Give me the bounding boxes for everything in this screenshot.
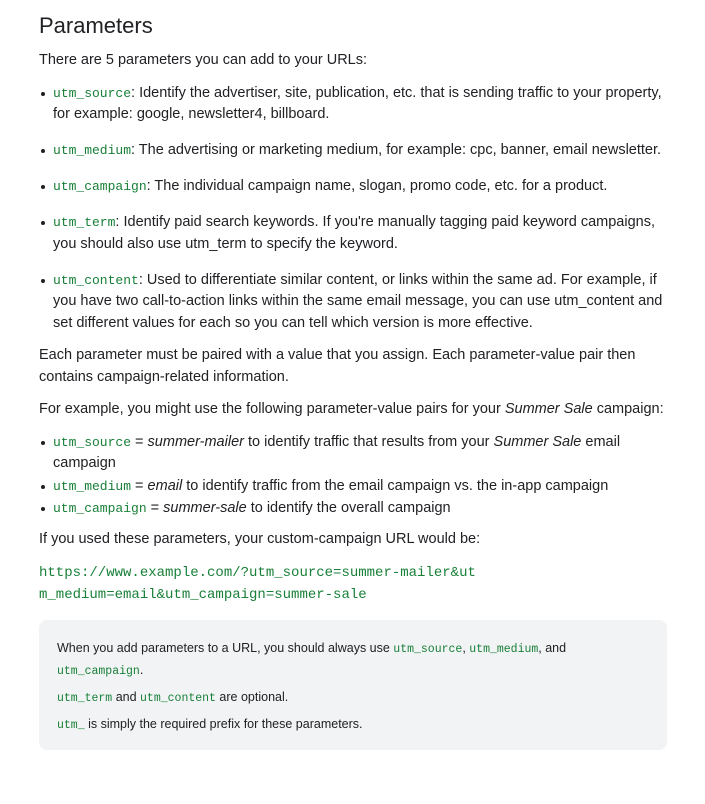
param-code: utm_medium (53, 143, 132, 158)
param-code: utm_ (57, 719, 85, 732)
url-intro: If you used these parameters, your custom-campaign URL would be: (39, 530, 481, 547)
pair-paragraph: Each parameter must be paired with a value that you assign. Each parameter-value pair then contains campaign-related information. (39, 347, 636, 385)
pair-description-end: email campaign (53, 433, 621, 471)
param-value: summer-sale (163, 500, 247, 516)
page-title: Parameters (39, 13, 153, 38)
list-item (39, 176, 667, 198)
separator: , and (538, 641, 567, 655)
param-description: : Used to differentiate similar content, or links within the same ad. For example, if you have two call-to-action links within the same email message, you can use utm_content and set different values for each so you can tell which version is more effective. (53, 271, 663, 331)
note-text: are optional. (215, 690, 289, 704)
campaign-name: Summer Sale (504, 401, 593, 417)
list-item (39, 212, 667, 255)
example-paragraph (39, 399, 667, 421)
equals-sign: = (131, 433, 148, 450)
param-code: utm_content (140, 692, 216, 705)
pair-description: to identify traffic from the email campaign vs. the in-app campaign (182, 477, 609, 494)
note-line-3 (57, 714, 649, 736)
parameter-list (39, 83, 667, 335)
note-line-1 (57, 638, 649, 682)
param-value: summer-mailer (147, 433, 244, 450)
param-description: : The individual campaign name, slogan, promo code, etc. for a product. (146, 178, 608, 194)
note-text: and (112, 690, 141, 704)
intro-text: There are 5 parameters you can add to your URLs: (39, 52, 368, 68)
list-item (39, 270, 667, 335)
equals-sign: = (146, 500, 164, 516)
param-code: utm_source (53, 434, 132, 450)
param-description: : Identify the advertiser, site, publication, etc. that is sending traffic to your property, for example: google, newsletter4, billboard. (53, 84, 662, 122)
list-item (39, 432, 667, 475)
param-code: utm_campaign (53, 179, 147, 194)
pair-list (39, 432, 667, 520)
campaign-name: Summer Sale (493, 433, 582, 450)
example-text: For example, you might use the following parameter-value pairs for your (39, 401, 505, 417)
separator: , (462, 641, 470, 655)
list-item (39, 83, 667, 126)
param-code: utm_medium (469, 643, 539, 656)
list-item (39, 140, 667, 162)
param-value: email (147, 477, 183, 494)
param-code: utm_campaign (53, 501, 147, 516)
pair-description: to identify the overall campaign (246, 500, 451, 516)
param-code: utm_medium (53, 478, 132, 494)
note-box (39, 620, 667, 750)
example-url: https://www.example.com/?utm_source=summer-mailer&utm_medium=email&utm_campaign=summer-sale (39, 565, 476, 603)
note-text: is simply the required prefix for these parameters. (84, 717, 363, 731)
pair-description: to identify traffic that results from your (243, 433, 494, 450)
param-description: : The advertising or marketing medium, for example: cpc, banner, email newsletter. (131, 142, 662, 158)
param-code: utm_term (53, 215, 116, 230)
param-code: utm_term (57, 692, 113, 705)
param-code: utm_source (393, 643, 463, 656)
list-item (39, 476, 667, 498)
example-text-end: campaign: (592, 401, 664, 417)
note-text: When you add parameters to a URL, you should always use (57, 641, 394, 655)
equals-sign: = (131, 477, 148, 494)
param-code: utm_content (53, 272, 139, 288)
period: . (139, 663, 144, 677)
param-code: utm_campaign (57, 665, 140, 678)
param-code: utm_source (53, 85, 132, 101)
param-description: : Identify paid search keywords. If you're manually tagging paid keyword campaigns, you should also use utm_term to specify the keyword. (53, 214, 655, 252)
note-line-2 (57, 687, 649, 709)
list-item (39, 498, 667, 520)
